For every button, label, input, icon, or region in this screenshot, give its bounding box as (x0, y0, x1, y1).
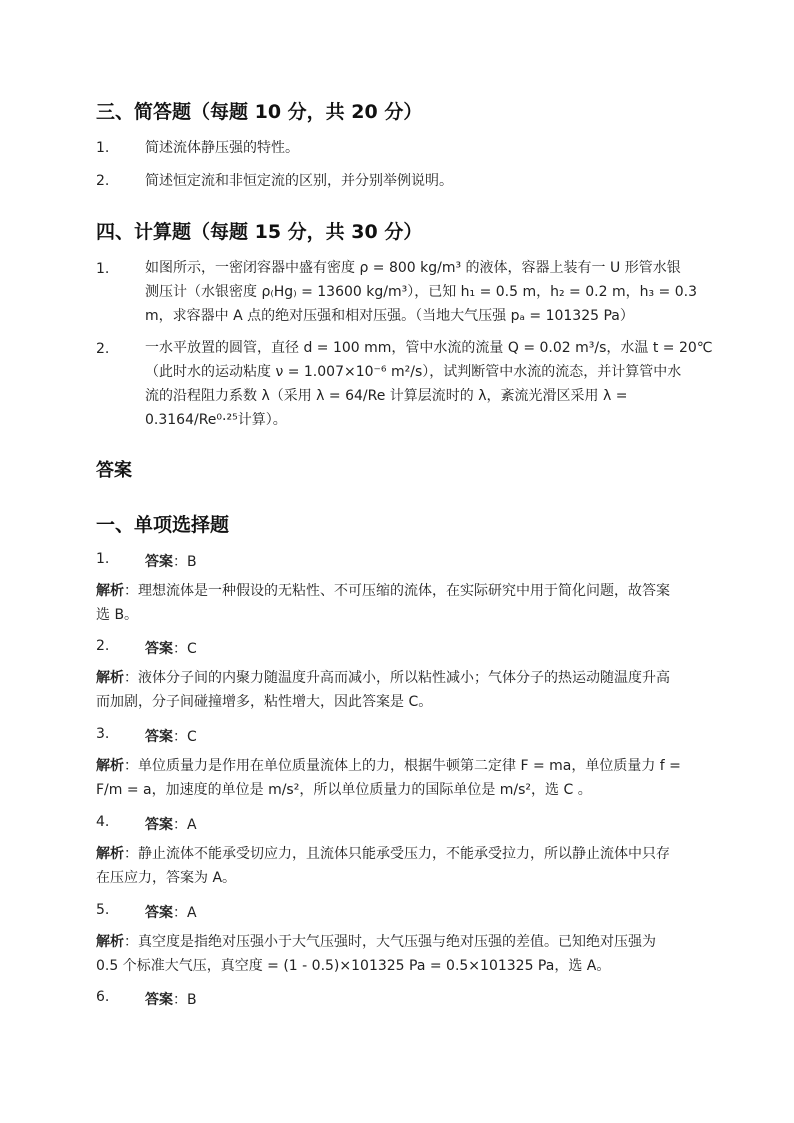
s4-item1-line: 如图所示，一密闭容器中盛有密度 ρ = 800 kg/m³ 的液体，容器上装有一 U 形管水银 (145, 260, 681, 276)
answer3-row: 答案：C (145, 729, 197, 745)
answer2-row: 答案：C (145, 641, 197, 657)
answer5-value: A (187, 905, 197, 921)
answer-label: 答案 (145, 729, 173, 745)
answer2-number: 2. (96, 638, 110, 654)
answer4-row: 答案：A (145, 817, 197, 833)
answer3-value: C (187, 729, 197, 745)
s4-item2-line: 一水平放置的圆管，直径 d = 100 mm，管中水流的流量 Q = 0.02 m³/s，水温 t = 20℃ (145, 340, 713, 356)
s4-item2-line: 0.3164/Re⁰·²⁵计算）。 (145, 412, 287, 428)
s3-item2-text: 简述恒定流和非恒定流的区别，并分别举例说明。 (145, 173, 453, 189)
analysis4-line: 静止流体不能承受切应力，且流体只能承受压力，不能承受拉力，所以静止流体中只存 (138, 846, 670, 862)
answers-section1-heading: 一、单项选择题 (96, 514, 230, 536)
s4-item1-line: 测压计（水银密度 ρ₍Hg₎ = 13600 kg/m³），已知 h₁ = 0.5 m，h₂ = 0.2 m，h₃ = 0.3 (145, 284, 697, 300)
answer6-number: 6. (96, 989, 110, 1005)
section3-heading: 三、简答题（每题 10 分，共 20 分） (96, 101, 423, 123)
s4-item2-line: （此时水的运动粘度 ν = 1.007×10⁻⁶ m²/s），试判断管中水流的流态，并计算管中水 (145, 364, 682, 380)
analysis1-line: 选 B。 (96, 607, 139, 623)
s3-item2-number: 2. (96, 173, 110, 189)
answer-label: 答案 (145, 554, 173, 570)
answer3-number: 3. (96, 726, 110, 742)
analysis3-line: F/m = a，加速度的单位是 m/s²，所以单位质量力的国际单位是 m/s²，选 C 。 (96, 782, 592, 798)
answer1-number: 1. (96, 551, 110, 567)
analysis-label: 解析 (96, 934, 124, 950)
answer4-number: 4. (96, 814, 110, 830)
answer5-number: 5. (96, 902, 110, 918)
analysis3: 解析：单位质量力是作用在单位质量流体上的力，根据牛顿第二定律 F = ma，单位质量力 f = F/m = a，加速度的单位是 m/s²，所以单位质量力的国际单位是 m/s²，选 C 。 (96, 754, 704, 802)
s4-item1-line: m，求容器中 A 点的绝对压强和相对压强。（当地大气压强 pₐ = 101325 Pa） (145, 308, 634, 324)
answer-label: 答案 (145, 905, 173, 921)
answer6-value: B (187, 992, 197, 1008)
analysis2: 解析：液体分子间的内聚力随温度升高而减小，所以粘性减小；气体分子的热运动随温度升高 而加剧，分子间碰撞增多，粘性增大，因此答案是 C。 (96, 666, 704, 714)
analysis-label: 解析 (96, 758, 124, 774)
s4-item2-line: 流的沿程阻力系数 λ（采用 λ = 64/Re 计算层流时的 λ，紊流光滑区采用 λ = (145, 388, 628, 404)
answer-label: 答案 (145, 992, 173, 1008)
analysis5-line: 0.5 个标准大气压，真空度 = (1 - 0.5)×101325 Pa = 0.5×101325 Pa，选 A。 (96, 958, 611, 974)
s4-item2-number: 2. (96, 341, 110, 357)
s4-item2-text (145, 336, 713, 432)
answer1-value: B (187, 554, 197, 570)
answer1-row: 答案：B (145, 554, 197, 570)
answer6-row: 答案：B (145, 992, 197, 1008)
section4-heading: 四、计算题（每题 15 分，共 30 分） (96, 221, 423, 243)
analysis1-line: 理想流体是一种假设的无粘性、不可压缩的流体，在实际研究中用于简化问题，故答案 (138, 583, 670, 599)
analysis5: 解析：真空度是指绝对压强小于大气压强时，大气压强与绝对压强的差值。已知绝对压强为 0.5 个标准大气压，真空度 = (1 - 0.5)×101325 Pa = 0.5×101325 Pa，选 A。 (96, 930, 704, 978)
answers-title: 答案 (96, 460, 132, 481)
answer5-row: 答案：A (145, 905, 197, 921)
analysis1: 解析：理想流体是一种假设的无粘性、不可压缩的流体，在实际研究中用于简化问题，故答案 选 B。 (96, 579, 704, 627)
s3-item1-number: 1. (96, 140, 110, 156)
s4-item1-text (145, 256, 705, 328)
answer-label: 答案 (145, 817, 173, 833)
analysis4: 解析：静止流体不能承受切应力，且流体只能承受压力，不能承受拉力，所以静止流体中只存 在压应力，答案为 A。 (96, 842, 704, 890)
analysis-label: 解析 (96, 846, 124, 862)
answer2-value: C (187, 641, 197, 657)
analysis-label: 解析 (96, 670, 124, 686)
analysis2-line: 液体分子间的内聚力随温度升高而减小，所以粘性减小；气体分子的热运动随温度升高 (138, 670, 670, 686)
analysis-label: 解析 (96, 583, 124, 599)
analysis2-line: 而加剧，分子间碰撞增多，粘性增大，因此答案是 C。 (96, 694, 433, 710)
analysis5-line: 真空度是指绝对压强小于大气压强时，大气压强与绝对压强的差值。已知绝对压强为 (138, 934, 656, 950)
answer-label: 答案 (145, 641, 173, 657)
s4-item1-number: 1. (96, 261, 110, 277)
analysis4-line: 在压应力，答案为 A。 (96, 870, 237, 886)
answer4-value: A (187, 817, 197, 833)
analysis3-line: 单位质量力是作用在单位质量流体上的力，根据牛顿第二定律 F = ma，单位质量力 f = (138, 758, 681, 774)
s3-item1-text: 简述流体静压强的特性。 (145, 140, 299, 156)
